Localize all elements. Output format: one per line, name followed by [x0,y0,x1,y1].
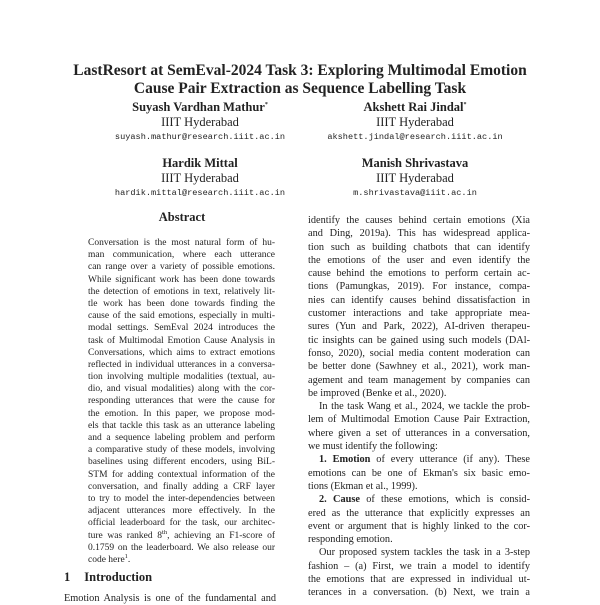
text-line: While significant work has been done towards [88,274,275,285]
text-line [88,530,275,542]
text-line [308,453,530,466]
text-line: reflected in individual utterances in a conversa- [88,359,275,370]
text-line: fonso, 2020), social media content moderation can [308,347,530,359]
text-line: Conversations, which aims to extract emotions [88,347,275,358]
introduction-body [64,592,276,605]
text-line: nies can identify causes behind dissatisfaction in [308,294,530,306]
text-line: can range over a variety of possible emotions. [88,262,275,273]
text-line: customer interactions and take appropriate mea- [308,308,530,320]
section-title: Introduction [84,570,153,584]
text-segment: be improved (Benke et al., 2020). [308,387,447,399]
text-line: event or argument that is highly linked to the cor- [308,520,530,532]
author-email[interactable]: m.shrivastava@iiit.ac.in [353,188,477,198]
text-line: adjacent utterances more effectively. In the [88,506,275,517]
text-line: identify the causes behind certain emotions (Xia [308,215,530,226]
author-affiliation: IIIT Hyderabad [161,115,239,129]
abstract-heading: Abstract [158,210,206,224]
text-line: STM for adding contextual information of the [88,469,275,480]
text-line: a comparative study of these models, involving [88,445,275,456]
author-name: Hardik Mittal [162,156,238,170]
author-mark: * [463,101,467,108]
text-line: els that tackle this task as an utterance labeling [88,420,275,431]
text-line: task of Multimodal Emotion Cause Analysis in [88,335,275,346]
text-line: cause of the said emotions, especially in multi- [88,311,275,322]
text-line: and a sequence labeling problem and perform [88,433,275,443]
superscript: 1 [124,553,128,560]
text-line: agement and team management by companies can [308,374,530,386]
text-segment: of every utterance (if any). These [370,454,530,466]
section-number: 1 [64,570,71,584]
text-line: dio, and visual modalities) along with the cor- [88,384,275,395]
paper-title [0,62,600,98]
text-segment: ture was ranked 8 [88,530,163,541]
author-affiliation: IIIT Hyderabad [376,171,454,185]
author-affiliation: IIIT Hyderabad [161,171,239,185]
text-segment: tions (Ekman et al., 1999). [308,480,418,492]
text-line [308,387,530,400]
text-segment: 2. Cause [319,494,360,506]
text-line [308,493,530,506]
text-line: tion involving multiple modalities (textual, au- [88,372,275,383]
text-segment: . [127,554,131,565]
text-line: the emotions of the user and even identify the [308,254,530,266]
text-segment: , achieving an F1-score of [167,530,275,541]
text-segment: In the task Wang et al., 2024, we tackle the prob- [319,401,530,413]
text-segment: Our proposed system tackles the task in a 3-step [319,547,530,559]
text-line [308,440,530,453]
text-line: responding utterances that were the cause for [88,396,275,407]
text-line [308,533,530,546]
text-line: fashion – (a) First, we train a model to identify [308,560,530,572]
text-line: and Ding, 2019a). This has widespread applica- [308,228,530,240]
text-segment: responding emotion. [308,534,393,546]
text-line: to try to model the inter-dependencies between [88,493,275,504]
author-email[interactable]: hardik.mittal@research.iiit.ac.in [114,188,286,198]
text-line: tion such as building chatbots that can identify [308,241,530,253]
section-heading-introduction [64,570,166,585]
abstract-body [88,237,275,566]
text-line: the detection of emotions in text, relatively lit- [88,286,275,297]
text-segment: 1. Emotion [319,454,371,466]
author-block [315,156,515,201]
text-segment: we must identify the following: [308,441,438,453]
text-line: ered as the utterance that explicitly expresses an [308,507,530,519]
text-line: tic insights can be gained using such models (DAl- [308,334,530,346]
text-line: lem of Multimodal Emotion Cause Pair Extraction, [308,414,530,426]
author-email[interactable]: akshett.jindal@research.iiit.ac.in [327,132,503,142]
author-mark: * [264,101,268,108]
text-line: Conversation is the most natural form of hu- [88,238,275,248]
text-line: man communication, where each utterance [88,250,275,261]
title-line: LastResort at SemEval-2024 Task 3: Exploring Multimodal Emotion [73,62,527,79]
author-block [100,156,300,201]
text-line: 0.1759 on the leaderboard. We also release our [88,542,275,553]
title-line: Cause Pair Extraction as Sequence Labelling Task [133,80,467,97]
superscript: th [162,529,168,536]
text-line: terances in a conversation. (b) Next, we train a [308,587,530,599]
text-line [308,480,530,493]
text-line: Emotion Analysis is one of the fundamental and [64,593,276,604]
text-line: official leaderboard for the task, our architec- [88,518,275,529]
text-line: the emotions that are expressed in individual ut- [308,574,530,586]
author-name: Suyash Vardhan Mathur [132,100,265,114]
text-line: where given a set of utterances in a conversation, [308,427,530,439]
text-line: tle work has been done towards finding the [88,298,275,309]
author-block [315,100,515,145]
text-line: sures (Yun and Park, 2022), AI-driven therapeu- [308,321,530,333]
text-line [88,554,275,566]
author-name: Akshett Rai Jindal [363,100,464,114]
text-line: cause behind the emotions to perform certain ac- [308,268,530,280]
text-line: the emotion. In this paper, we propose mod- [88,408,275,419]
text-segment: code here [88,554,125,565]
author-affiliation: IIIT Hyderabad [376,115,454,129]
text-line: conversation, and finally adding a CRF layer [88,481,275,492]
author-block [100,100,300,145]
right-column-body [308,214,530,600]
text-line: tions (Pamungkas, 2019). For instance, compa- [308,281,530,293]
text-line [308,546,530,559]
text-line: emotions can be one of Ekman's six basic emo- [308,467,530,479]
text-line: modal settings. SemEval 2024 introduces the [88,323,275,334]
author-name: Manish Shrivastava [361,156,469,170]
text-segment: of these emotions, which is consid- [359,494,530,506]
author-email[interactable]: suyash.mathur@research.iiit.ac.in [114,132,286,142]
text-line: be better done (Sawhney et al., 2021), work man- [308,361,530,373]
text-line [308,400,530,413]
text-line: baselines using different encoders, using BiL- [88,457,275,468]
